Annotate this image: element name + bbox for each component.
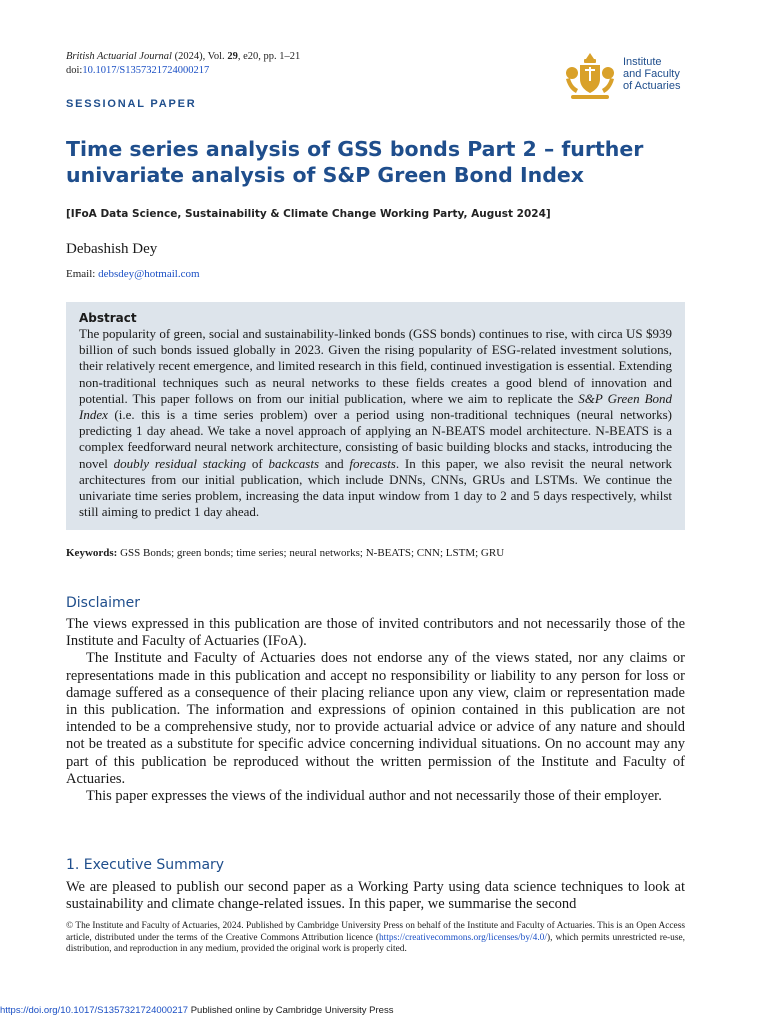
- crest-icon: [563, 47, 617, 103]
- abstract-part: of: [246, 455, 269, 471]
- email-link[interactable]: debsdey@hotmail.com: [98, 268, 200, 280]
- abstract-part: The popularity of green, social and sustainability-linked bonds (GSS bonds) continues to rise, with circa US $939 billion of such bonds issued globally in 2023. Given the rising popularity of ESG-related investment solutions, their relatively recent emergence, and limited research in this field, continued investigation is essential. Extending non-traditional techniques such as neural networks to these fields creates a good blend of innovation and potential. This paper follows on from our initial publication, where we aim to replicate the: [79, 326, 672, 406]
- executive-summary-body: [66, 879, 685, 913]
- disclaimer-paragraph-3: This paper expresses the views of the individual author and not necessarily those of their employer.: [86, 788, 662, 805]
- executive-summary-heading: 1. Executive Summary: [66, 857, 225, 873]
- abstract-text: [79, 326, 672, 520]
- abstract-part: . In this paper, we also revisit the neural network architectures from our initial publication, which include DNNs, CNNs, GRUs and LSTMs. We continue the univariate time series problem, increasing the data input window from 1 day to 2 and 5 days respectively, whilst still aiming to predict 1 day ahead.: [79, 455, 672, 520]
- disclaimer-heading: Disclaimer: [66, 595, 141, 611]
- logo-wordmark: [623, 56, 680, 92]
- keywords-list: GSS Bonds; green bonds; time series; neural networks; N-BEATS; CNN; LSTM; GRU: [120, 547, 505, 559]
- published-online-text: Published online by Cambridge University Press: [188, 1005, 394, 1016]
- journal-header: [66, 50, 300, 78]
- license-link[interactable]: https://creativecommons.org/licenses/by/4.0/: [378, 932, 547, 943]
- doi-url-link[interactable]: https://doi.org/10.1017/S1357321724000217: [0, 1005, 189, 1016]
- email-label: Email:: [66, 268, 96, 280]
- paper-subtitle: [IFoA Data Science, Sustainability & Climate Change Working Party, August 2024]: [66, 208, 551, 220]
- disclaimer-body: [66, 616, 685, 805]
- author-name: Debashish Dey: [66, 241, 158, 257]
- journal-citation: [66, 50, 300, 64]
- paper-title: Time series analysis of GSS bonds Part 2 – further univariate analysis of S&P Green Bond Index: [66, 137, 644, 187]
- keywords-label: Keywords:: [66, 547, 118, 559]
- disclaimer-paragraph-2: The Institute and Faculty of Actuaries does not endorse any of the views stated, nor any claims or representations made in this publication and accept no responsibility or liability to any person for loss or damage suffered as a consequence of their placing reliance upon any view, claim or representation made in this publication. The information and expressions of opinion contained in this publication are not intended to be a comprehensive study, nor to provide actuarial advice or advice of any nature and should not be treated as a substitute for specific advice concerning individual situations. On no account may any part of this publication be reproduced without the written permission of the Institute and Faculty of Actuaries.: [66, 650, 685, 787]
- doi-line: [66, 64, 300, 78]
- copyright-note: [66, 921, 685, 956]
- citation-text: (2024), Vol.: [174, 51, 225, 62]
- volume-number: 29: [227, 51, 238, 62]
- doi-link[interactable]: 10.1017/S1357321724000217: [82, 65, 210, 76]
- abstract-italic: doubly residual stacking: [113, 455, 247, 471]
- doi-prefix: doi:: [66, 65, 83, 76]
- logo-line-1: Institute: [623, 56, 662, 68]
- copyright-text-end: ), which permits unrestricted re-use, distribution, and reproduction in any medium, provided the original work is properly cited.: [66, 932, 685, 955]
- ifoa-logo: [563, 47, 685, 103]
- executive-summary-paragraph: We are pleased to publish our second paper as a Working Party using data science techniques to look at sustainability and climate change-related issues. In this paper, we summarise the second: [66, 879, 685, 913]
- copyright-text: © The Institute and Faculty of Actuaries, 2024. Published by Cambridge University Press on behalf of the Institute and Faculty of Actuaries. This is an Open Access article, distributed under the terms of the Creative Commons Attribution licence (: [66, 921, 685, 943]
- abstract-heading: Abstract: [79, 311, 137, 325]
- abstract-italic: S&P Green Bond Index: [79, 390, 673, 423]
- abstract-part: (i.e. this is a time series problem) over a period using non-traditional techniques (neural networks) predicting 1 day ahead. We take a novel approach of applying an N-BEATS model architecture. N-BEATS is a complex feedforward neural network architecture, consisting of basic building blocks and stacks, introducing the novel: [79, 407, 672, 471]
- publication-footer: [0, 1005, 393, 1016]
- abstract-box: [66, 302, 685, 530]
- abstract-italic: backcasts: [268, 455, 320, 471]
- article-pages: , e20, pp. 1–21: [237, 51, 301, 62]
- keywords: [66, 547, 686, 559]
- abstract-italic: forecasts: [349, 455, 396, 471]
- disclaimer-paragraph-1: The views expressed in this publication are those of invited contributors and not necessarily those of the Institute and Faculty of Actuaries (IFoA).: [66, 616, 685, 650]
- journal-name: British Actuarial Journal: [66, 51, 172, 62]
- logo-line-2: and Faculty: [623, 68, 680, 80]
- logo-line-3: of Actuaries: [623, 80, 681, 92]
- section-label: SESSIONAL PAPER: [66, 98, 197, 110]
- abstract-part: and: [319, 455, 350, 471]
- author-email: [66, 268, 200, 280]
